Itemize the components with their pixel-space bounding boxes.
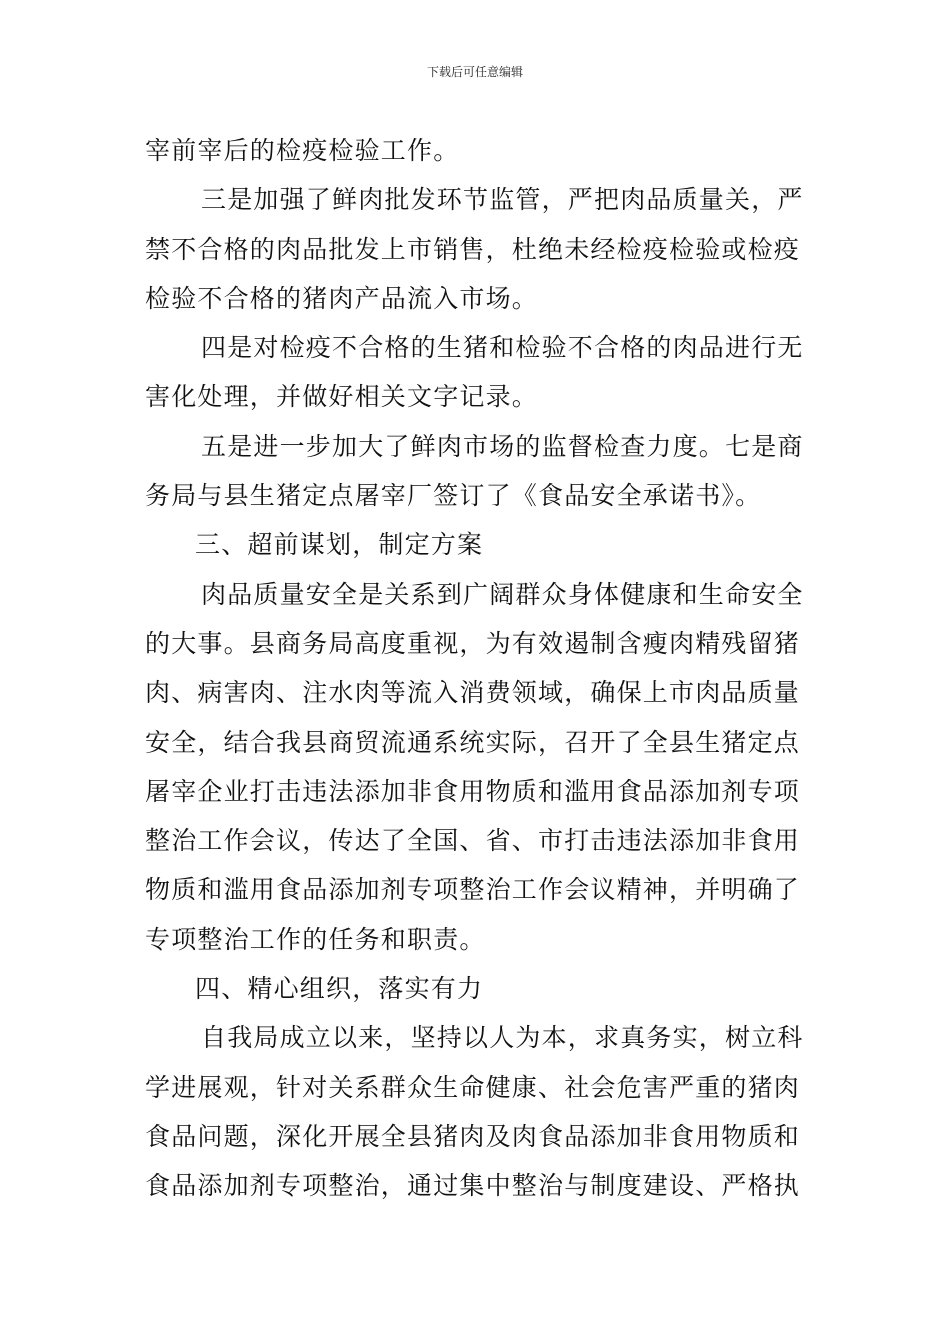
paragraph-start-line: 肉品质量安全是关系到广阔群众身体健康和生命安全 (201, 579, 804, 609)
text-line: 屠宰企业打击违法添加非食用物质和滥用食品添加剂专项 (145, 776, 801, 806)
document-body (145, 126, 810, 1211)
section-heading: 四、精心组织，落实有力 (195, 974, 484, 1004)
text-line: 禁不合格的肉品批发上市销售，杜绝未经检疫检验或检疫 (145, 234, 801, 264)
paragraph-start-line: 五是进一步加大了鲜肉市场的监督检查力度。七是商 (201, 431, 804, 461)
section-heading: 三、超前谋划，制定方案 (195, 530, 484, 560)
text-line: 物质和滥用食品添加剂专项整治工作会议精神，并明确了 (145, 875, 801, 905)
paragraph-start-line: 四是对检疫不合格的生猪和检验不合格的肉品进行无 (201, 333, 804, 363)
text-line: 安全，结合我县商贸流通系统实际，召开了全县生猪定点 (145, 727, 801, 757)
text-line: 检验不合格的猪肉产品流入市场。 (145, 283, 539, 313)
text-line: 整治工作会议，传达了全国、省、市打击违法添加非食用 (145, 826, 801, 856)
text-line: 食品添加剂专项整治，通过集中整治与制度建设、严格执 (145, 1171, 801, 1201)
text-line: 务局与县生猪定点屠宰厂签订了《食品安全承诺书》。 (145, 481, 762, 511)
paragraph-start-line: 三是加强了鲜肉批发环节监管，严把肉品质量关，严 (201, 185, 804, 215)
text-line: 的大事。县商务局高度重视，为有效遏制含瘦肉精残留猪 (145, 628, 801, 658)
text-line: 害化处理，并做好相关文字记录。 (145, 382, 539, 412)
text-line: 肉、病害肉、注水肉等流入消费领域，确保上市肉品质量 (145, 678, 801, 708)
paragraph-start-line: 自我局成立以来，坚持以人为本，求真务实，树立科 (201, 1023, 804, 1053)
page-header: 下载后可任意编辑 (426, 65, 523, 79)
text-line: 学进展观，针对关系群众生命健康、社会危害严重的猪肉 (145, 1072, 801, 1102)
text-line: 专项整治工作的任务和职责。 (145, 924, 486, 954)
text-line: 食品问题，深化开展全县猪肉及肉食品添加非食用物质和 (145, 1121, 801, 1151)
text-line: 宰前宰后的检疫检验工作。 (145, 136, 460, 165)
